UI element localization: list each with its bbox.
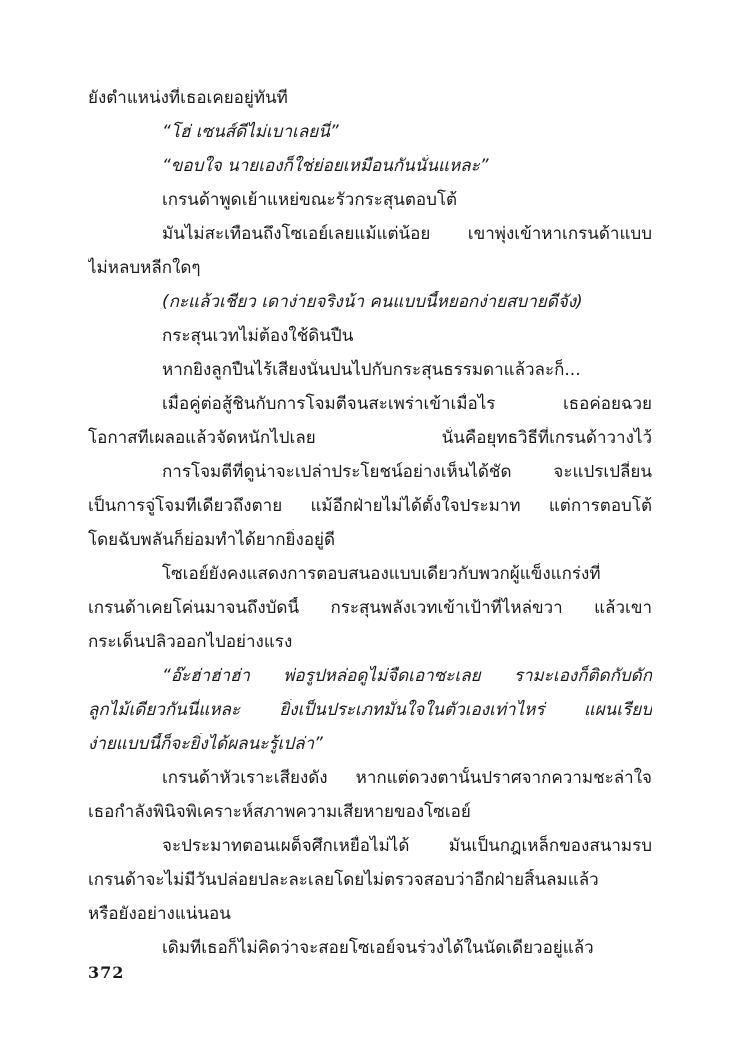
text-line: เกรนด้าเคยโค่นมาจนถึงบัดนี้ กระสุนพลังเวทเข้าเป้าที่ไหล่ขวา แล้วเขา bbox=[88, 598, 652, 618]
text-line: กระเด็นปลิวออกไปอย่างแรง bbox=[88, 632, 293, 652]
text-line: เธอกำลังพินิจพิเคราะห์สภาพความเสียหายของโซเอย์ bbox=[88, 802, 471, 822]
text-line: เกรนด้าพูดเย้าแหย่ขณะรัวกระสุนตอบโต้ bbox=[162, 190, 458, 210]
text-line: “ขอบใจ นายเองก็ใช่ย่อยเหมือนกันนั่นแหละ” bbox=[162, 156, 489, 176]
text-line: เดิมทีเธอก็ไม่คิดว่าจะสอยโซเอย์จนร่วงได้ในนัดเดียวอยู่แล้ว bbox=[162, 938, 594, 958]
text-line: “อ๊ะฮ่าฮ่าฮ่า พ่อรูปหล่อดูไม่จืดเอาซะเลย รามะเองก็ติดกับดัก bbox=[162, 666, 652, 686]
text-line: โซเอย์ยังคงแสดงการตอบสนองแบบเดียวกับพวกผู้แข็งแกร่งที่ bbox=[162, 564, 601, 584]
text-line: (กะแล้วเชียว เดาง่ายจริงน้า คนแบบนี้หยอกง่ายสบายดีจัง) bbox=[162, 292, 583, 312]
text-line: มันไม่สะเทือนถึงโซเอย์เลยแม้แต่น้อย เขาพุ่งเข้าหาเกรนด้าแบบ bbox=[162, 224, 652, 244]
text-line: ไม่หลบหลีกใดๆ bbox=[88, 258, 201, 278]
text-line: การโจมตีที่ดูน่าจะเปล่าประโยชน์อย่างเห็นได้ชัด จะแปรเปลี่ยน bbox=[162, 462, 652, 482]
text-line: กระสุนเวทไม่ต้องใช้ดินปืน bbox=[162, 326, 354, 346]
text-line: โดยฉับพลันก็ย่อมทำได้ยากยิ่งอยู่ดี bbox=[88, 530, 336, 550]
text-line: ยังตำแหน่งที่เธอเคยอยู่ทันที bbox=[88, 88, 288, 108]
text-line: หรือยังอย่างแน่นอน bbox=[88, 904, 231, 924]
text-line: จะประมาทตอนเผด็จศึกเหยื่อไม่ได้ มันเป็นกฎเหล็กของสนามรบ bbox=[162, 836, 652, 856]
text-line: หากยิงลูกปืนไร้เสียงนั่นปนไปกับกระสุนธรรมดาแล้วละก็... bbox=[162, 360, 581, 380]
text-line: เป็นการจู่โจมทีเดียวถึงตาย แม้อีกฝ่ายไม่ได้ตั้งใจประมาท แต่การตอบโต้ bbox=[88, 496, 652, 516]
text-line: ลูกไม้เดียวกันนี่แหละ ยิ่งเป็นประเภทมั่นใจในตัวเองเท่าไหร่ แผนเรียบ bbox=[88, 700, 652, 720]
text-line: “โฮ่ เซนส์ดีไม่เบาเลยนี่” bbox=[162, 122, 339, 142]
text-line: เกรนด้าจะไม่มีวันปล่อยปละละเลยโดยไม่ตรวจสอบว่าอีกฝ่ายสิ้นลมแล้ว bbox=[88, 870, 599, 890]
page-number: 372 bbox=[88, 963, 125, 982]
text-line: โอกาสทีเผลอแล้วจัดหนักไปเลย นั่นคือยุทธวิธีที่เกรนด้าวางไว้ bbox=[88, 428, 652, 448]
text-line: เกรนด้าหัวเราะเสียงดัง หากแต่ดวงตานั้นปราศจากความชะล่าใจ bbox=[162, 768, 652, 788]
text-line: เมื่อคู่ต่อสู้ชินกับการโจมตีจนสะเพร่าเข้าเมื่อไร เธอค่อยฉวย bbox=[162, 394, 652, 414]
text-line: ง่ายแบบนี้ก็จะยิ่งได้ผลนะรู้เปล่า” bbox=[88, 734, 323, 754]
